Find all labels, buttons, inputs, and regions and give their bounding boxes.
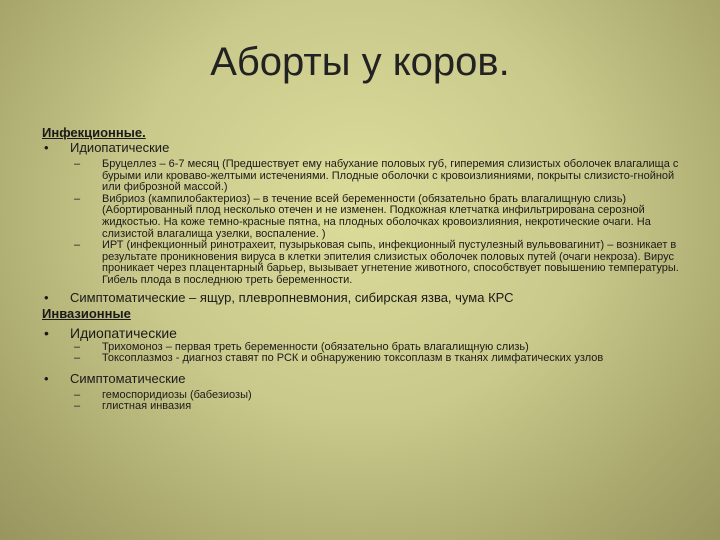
sub-item-helminth: [42, 401, 682, 413]
slide-content: [42, 125, 682, 413]
bullet-invasive-symptomatic: [42, 371, 682, 387]
bullet-marker: •: [44, 140, 49, 155]
sub-item-text: гемоспоридиозы (бабезиозы): [102, 388, 252, 401]
section-heading-invasive: Инвазионные: [42, 305, 131, 321]
sub-item-text: ИРТ (инфекционный ринотрахеит, пузырьковая сыпь, инфекционный пустулезный вульвовагинит) – возникает в результате проникновения вируса в клетки эпителия слизистых оболочек половых путей (очаги некроза). Вирус проникает через плацентарный барьер, вызывает угнетение животного, способствует повышению температуры. Гибель плода в последнюю треть беременности.: [102, 239, 679, 286]
sub-item-text: глистная инвазия: [102, 400, 192, 413]
dash-marker: –: [74, 158, 81, 170]
bullet-marker: •: [44, 370, 49, 386]
bullet-infectious-symptomatic: [42, 290, 682, 306]
sub-item-toxoplasmosis: [42, 353, 682, 365]
bullet-text: Идиопатические: [70, 140, 170, 155]
sub-item-text: Вибриоз (кампилобактериоз) – в течение всей беременности (обязательно брать влагалищную слизь) (Абортированный плод несколько отечен и не изменен. Подкожная клетчатка инфильтрирована серозной жидкостью. На коже темно-красные пятна, на плодных оболочках кровоизлияния, некротические очаги. На слизистой влагалища узелки, воспаление. ): [102, 192, 651, 240]
dash-marker: –: [74, 239, 81, 252]
slide-title: Аборты у коров.: [210, 40, 510, 84]
dash-marker: –: [74, 192, 81, 205]
bullet-invasive-idiopathic: [42, 324, 682, 342]
sub-item-text: Трихомоноз – первая треть беременности (обязательно брать влагалищную слизь): [102, 340, 529, 353]
section-heading-infectious: Инфекционные.: [42, 125, 146, 140]
sub-item-irt: [42, 240, 682, 286]
sub-item-text: Бруцеллез – 6-7 месяц (Предшествует ему набухание половых губ, гиперемия слизистых оболочек влагалища с бурыми или кроваво-желтыми истечениями. Плодные оболочки с кровоизлияниями, покрыты слизисто-гнойной или фиброзной массой.): [102, 158, 679, 194]
dash-marker: –: [74, 352, 81, 365]
dash-marker: –: [74, 388, 81, 401]
dash-marker: –: [74, 400, 81, 413]
bullet-text: Симптоматические: [70, 370, 186, 386]
sub-item-brucellosis: [42, 159, 682, 194]
bullet-marker: •: [44, 289, 49, 305]
bullet-infectious-idiopathic: [42, 140, 682, 156]
bullet-text: Идиопатические: [70, 324, 177, 341]
sub-item-text: Токсоплазмоз - диагноз ставят по РСК и обнаружению токсоплазм в тканях лимфатических узлов: [102, 352, 604, 365]
dash-marker: –: [74, 340, 81, 353]
bullet-marker: •: [44, 324, 49, 341]
bullet-text: Симптоматические – ящур, плевропневмония, сибирская язва, чума КРС: [70, 289, 514, 305]
sub-item-vibriosis: [42, 194, 682, 240]
